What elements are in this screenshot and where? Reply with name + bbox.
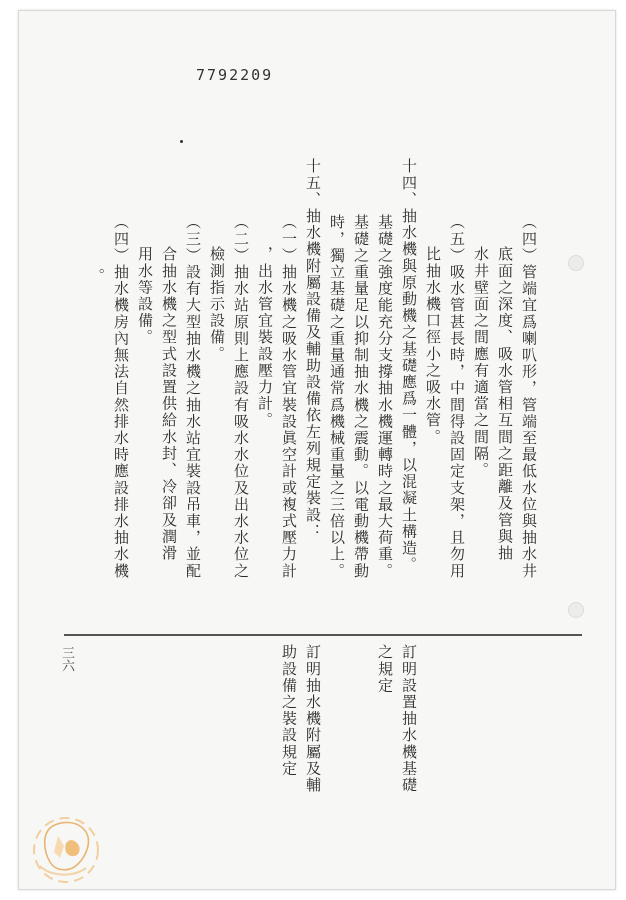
ink-dot	[180, 140, 183, 143]
body-column: 基礎之重量足以抑制抽水機之震動。以電動機帶動	[352, 214, 370, 580]
body-column: ，出水管宜裝設壓力計。	[256, 246, 274, 429]
margin-note: 之規定	[376, 644, 394, 694]
margin-note: 助設備之裝設規定	[280, 644, 298, 777]
body-column: 十五、抽水機附屬設備及輔助設備依左列規定裝設：	[304, 158, 322, 540]
body-column: （二）抽水站原則上應設有吸水水位及出水水位之	[232, 214, 250, 580]
margin-note: 訂明設置抽水機基礎	[400, 644, 418, 794]
body-column: 比抽水機口徑小之吸水管。	[424, 246, 442, 446]
punch-hole-bottom	[568, 602, 584, 618]
body-column: 基礎之強度能充分支撐抽水機運轉時之最大荷重。	[376, 214, 394, 580]
body-column: 水井壁面之間應有適當之間隔。	[472, 246, 490, 479]
body-column: 。	[88, 268, 106, 285]
body-column: 用水等設備。	[136, 246, 154, 346]
page-number: 三六	[59, 646, 74, 672]
body-column: 合抽水機之型式設置供給水封、冷卻及潤滑	[160, 246, 178, 562]
punch-hole-top	[568, 255, 584, 271]
margin-note: 訂明抽水機附屬及輔	[304, 644, 322, 794]
body-column: （三）設有大型抽水機之抽水站宜裝設吊車，並配	[184, 214, 202, 580]
section-divider	[64, 634, 582, 636]
body-column: （五）吸水管甚長時，中間得設固定支架，且勿用	[448, 214, 466, 580]
body-column: 檢測指示設備。	[208, 246, 226, 363]
body-column: 底面之深度、吸水管相互間之距離及管與抽	[496, 246, 514, 562]
body-column: （一）抽水機之吸水管宜裝設眞空計或複式壓力計	[280, 214, 298, 580]
archive-logo-icon	[20, 806, 116, 890]
body-column: （四）抽水機房內無法自然排水時應設排水抽水機	[112, 214, 130, 580]
body-column: 時，獨立基礎之重量通常爲機械重量之三倍以上。	[328, 214, 346, 580]
body-column: （四）管端宜爲喇叭形，管端至最低水位與抽水井	[520, 214, 538, 580]
document-number: 7792209	[196, 66, 274, 84]
body-column: 十四、抽水機與原動機之基礎應爲一體，以混凝土構造。	[400, 158, 418, 573]
